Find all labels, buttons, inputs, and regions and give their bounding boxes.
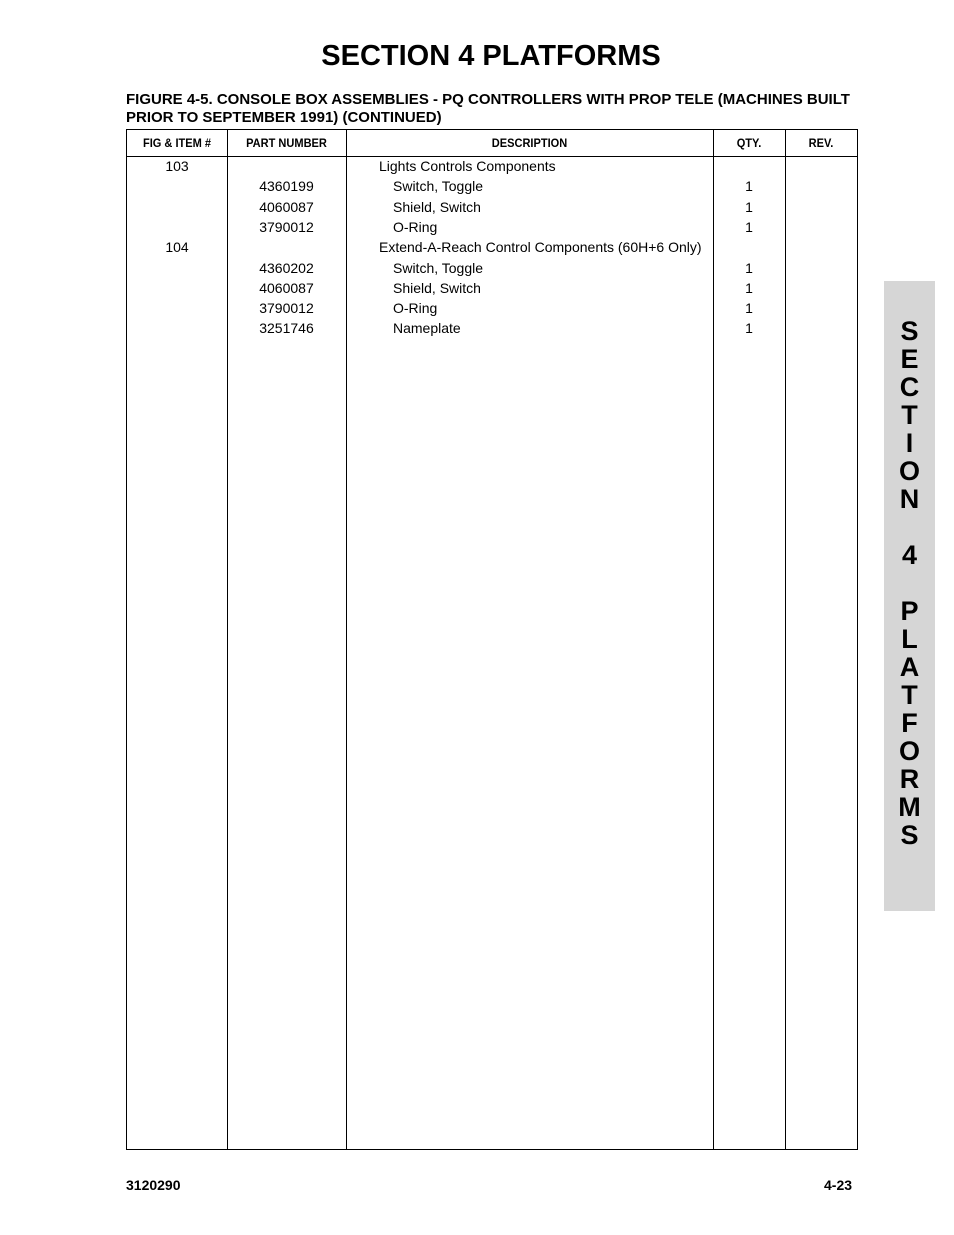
qty-cell: 1 xyxy=(745,300,753,317)
description-cell: O-Ring xyxy=(393,300,438,317)
description-cell: O-Ring xyxy=(393,218,438,235)
qty-cell: 1 xyxy=(745,218,753,235)
part-number-cell: 3790012 xyxy=(259,218,314,235)
description-cell: Lights Controls Components xyxy=(379,158,556,174)
side-tab-letter: R xyxy=(899,764,920,794)
header-part-number: PART NUMBER xyxy=(246,136,327,150)
table-row xyxy=(127,237,857,257)
fig-item-cell: 103 xyxy=(165,158,189,174)
side-tab-letter: T xyxy=(901,680,918,710)
qty-cell: 1 xyxy=(745,279,753,296)
page-number: 4-23 xyxy=(824,1177,853,1193)
part-number-cell: 4360202 xyxy=(259,259,314,276)
description-cell: Shield, Switch xyxy=(393,279,481,296)
table-header xyxy=(127,130,857,157)
table-row xyxy=(127,298,857,318)
header-description: DESCRIPTION xyxy=(491,136,568,150)
parts-table xyxy=(126,129,858,1150)
header-qty: QTY. xyxy=(736,136,762,150)
figure-title: FIGURE 4-5. CONSOLE BOX ASSEMBLIES - PQ CONTROLLERS WITH PROP TELE (MACHINES BUILT PRIOR TO SEPTEMBER 1991) (CONTINUED) xyxy=(126,91,850,126)
side-tab-letter: E xyxy=(900,344,919,374)
table-row xyxy=(127,258,857,278)
description-cell: Switch, Toggle xyxy=(393,259,484,276)
side-tab-letter: A xyxy=(899,652,920,682)
side-tab-letter: 4 xyxy=(901,540,918,570)
description-cell: Extend-A-Reach Control Components (60H+6 Only) xyxy=(379,239,702,256)
side-tab-letter: I xyxy=(905,428,914,458)
part-number-cell: 3251746 xyxy=(259,320,314,337)
side-tab-letter: M xyxy=(898,792,921,822)
side-tab-letter: N xyxy=(899,484,920,514)
qty-cell: 1 xyxy=(745,178,753,195)
part-number-cell: 4060087 xyxy=(259,279,314,296)
description-cell: Switch, Toggle xyxy=(393,178,484,195)
side-tab-letter: O xyxy=(898,456,920,486)
part-number-cell: 4060087 xyxy=(259,198,314,215)
qty-cell: 1 xyxy=(745,320,753,337)
part-number-cell: 4360199 xyxy=(259,178,314,195)
side-tab-letter: S xyxy=(900,820,919,850)
header-rev: REV. xyxy=(808,136,834,150)
part-number-cell: 3790012 xyxy=(259,300,314,317)
section-side-tab xyxy=(884,281,935,911)
fig-item-cell: 104 xyxy=(165,239,189,256)
table-row xyxy=(127,156,857,176)
table-row xyxy=(127,197,857,217)
section-title: SECTION 4 PLATFORMS xyxy=(321,40,661,72)
table-row xyxy=(127,278,857,298)
table-row xyxy=(127,318,857,338)
side-tab-letter: F xyxy=(901,708,918,738)
side-tab-letter: S xyxy=(900,316,919,346)
description-cell: Nameplate xyxy=(393,320,461,337)
qty-cell: 1 xyxy=(745,198,753,215)
side-tab-letter: L xyxy=(901,624,918,654)
table-row xyxy=(127,217,857,237)
description-cell: Shield, Switch xyxy=(393,198,481,215)
side-tab-letter: C xyxy=(899,372,920,402)
side-tab-letter: T xyxy=(901,400,918,430)
qty-cell: 1 xyxy=(745,259,753,276)
doc-number: 3120290 xyxy=(126,1177,181,1193)
side-tab-letter: P xyxy=(900,596,919,626)
table-row xyxy=(127,176,857,196)
side-tab-letter: O xyxy=(898,736,920,766)
header-fig-item: FIG & ITEM # xyxy=(142,136,212,150)
